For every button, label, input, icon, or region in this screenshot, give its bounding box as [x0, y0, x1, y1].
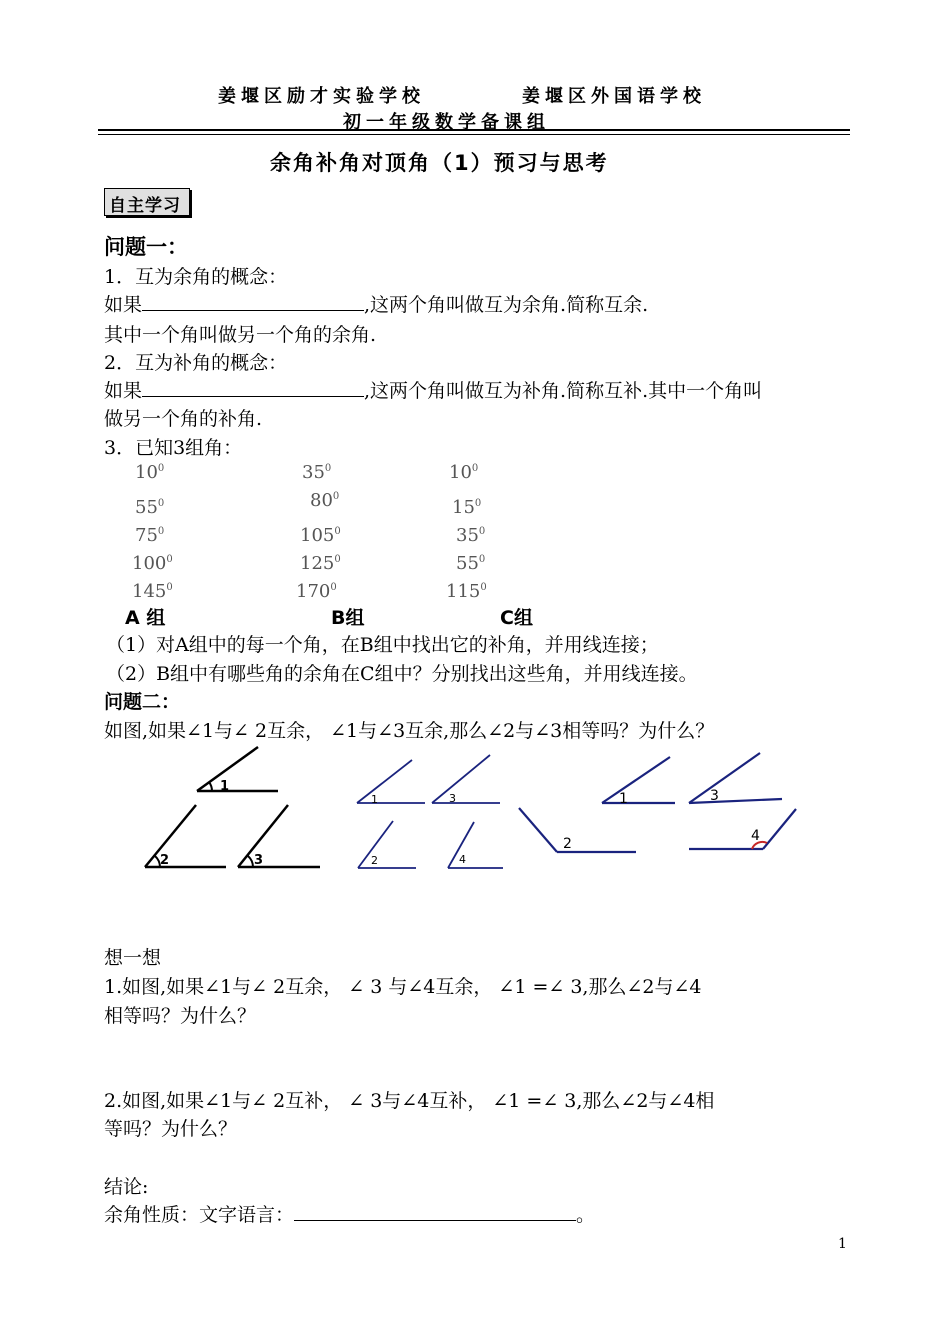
fig3-label-4: 4	[751, 828, 760, 844]
section-box-label: 自主学习	[109, 196, 181, 216]
conclusion-heading: 结论:	[104, 1176, 149, 1198]
fig3-label-2: 2	[563, 836, 572, 852]
figure-group-1	[145, 747, 320, 867]
angle-b-2: $80^0$	[310, 490, 340, 511]
header-group: 初一年级数学备课组	[343, 112, 550, 133]
think-p2-line1: 2.如图,如果∠1与∠ 2互补， ∠ 3与∠4互补， ∠1 =∠ 3,那么∠2与∠4相	[104, 1090, 715, 1112]
fig3-label-1: 1	[619, 791, 628, 807]
think-p1-line2: 相等吗？为什么？	[104, 1005, 257, 1027]
conclusion-suffix: 。	[576, 1204, 596, 1226]
think-heading: 想一想	[104, 947, 162, 969]
angle-c-4: $55^0$	[456, 553, 486, 574]
conclusion-line	[104, 1200, 595, 1227]
angle-b-1: $35^0$	[302, 462, 332, 483]
angle-b-5: $170^0$	[296, 581, 337, 602]
page-number: 1	[838, 1236, 847, 1252]
header-school-1: 姜堰区励才实验学校	[218, 86, 425, 107]
q1-item1-prefix: 如果	[104, 294, 143, 316]
group-label-a: A 组	[125, 607, 166, 629]
angle-c-1: $10^0$	[449, 462, 479, 483]
q1-item1-line2: 其中一个角叫做另一个角的余角.	[104, 324, 377, 346]
conclusion-blank[interactable]	[294, 1201, 576, 1221]
angle-b-3: $105^0$	[300, 525, 341, 546]
think-p2-line2: 等吗？为什么？	[104, 1118, 238, 1140]
q1-item1-title: 1．互为余角的概念：	[104, 266, 288, 288]
angle-a-4: $100^0$	[132, 553, 173, 574]
q2-heading: 问题二：	[104, 691, 181, 713]
q1-task1: （1）对A组中的每一个角，在B组中找出它的补角，并用线连接；	[106, 634, 659, 656]
group-label-b: B组	[331, 607, 365, 629]
q1-item2-suffix: ,这两个角叫做互为补角.简称互补.其中一个角叫	[364, 380, 763, 402]
q2-text: 如图,如果∠1与∠ 2互余， ∠1与∠3互余,那么∠2与∠3相等吗？为什么？	[104, 720, 715, 742]
fig1-label-2: 2	[160, 853, 170, 868]
fig2-label-2: 2	[371, 854, 378, 867]
q1-task2: （2）B组中有哪些角的余角在C组中？分别找出这些角，并用线连接。	[106, 663, 698, 685]
angle-a-1: $10^0$	[135, 462, 165, 483]
fig1-label-1: 1	[220, 779, 230, 794]
angle-a-2: $55^0$	[135, 497, 165, 518]
fig2-label-3: 3	[449, 792, 456, 805]
angle-a-3: $75^0$	[135, 525, 165, 546]
fig3-label-3: 3	[710, 788, 719, 804]
page-title: 余角补角对顶角（1）预习与思考	[270, 151, 609, 175]
angle-c-5: $115^0$	[446, 581, 487, 602]
figure-group-2	[357, 755, 503, 868]
angle-c-3: $35^0$	[456, 525, 486, 546]
fig2-label-1: 1	[371, 793, 378, 806]
q1-item3-title: 3．已知3组角：	[104, 437, 243, 459]
q1-heading: 问题一：	[104, 235, 188, 259]
q1-item1-suffix: ,这两个角叫做互为余角.简称互余.	[364, 294, 649, 316]
think-p1-line1: 1.如图,如果∠1与∠ 2互余， ∠ 3 与∠4互余， ∠1 =∠ 3,那么∠2与∠4	[104, 976, 702, 998]
q1-item2-line2: 做另一个角的补角.	[104, 408, 263, 430]
conclusion-prefix: 余角性质：文字语言：	[104, 1204, 295, 1226]
angle-c-2: $15^0$	[452, 497, 482, 518]
angle-a-5: $145^0$	[132, 581, 173, 602]
fig1-label-3: 3	[254, 853, 264, 868]
q1-item2-title: 2．互为补角的概念：	[104, 352, 288, 374]
header-school-2: 姜堰区外国语学校	[522, 86, 706, 107]
angle-b-4: $125^0$	[300, 553, 341, 574]
q1-item2-prefix: 如果	[104, 380, 143, 402]
fig2-label-4: 4	[459, 853, 466, 866]
group-label-c: C组	[500, 607, 533, 629]
